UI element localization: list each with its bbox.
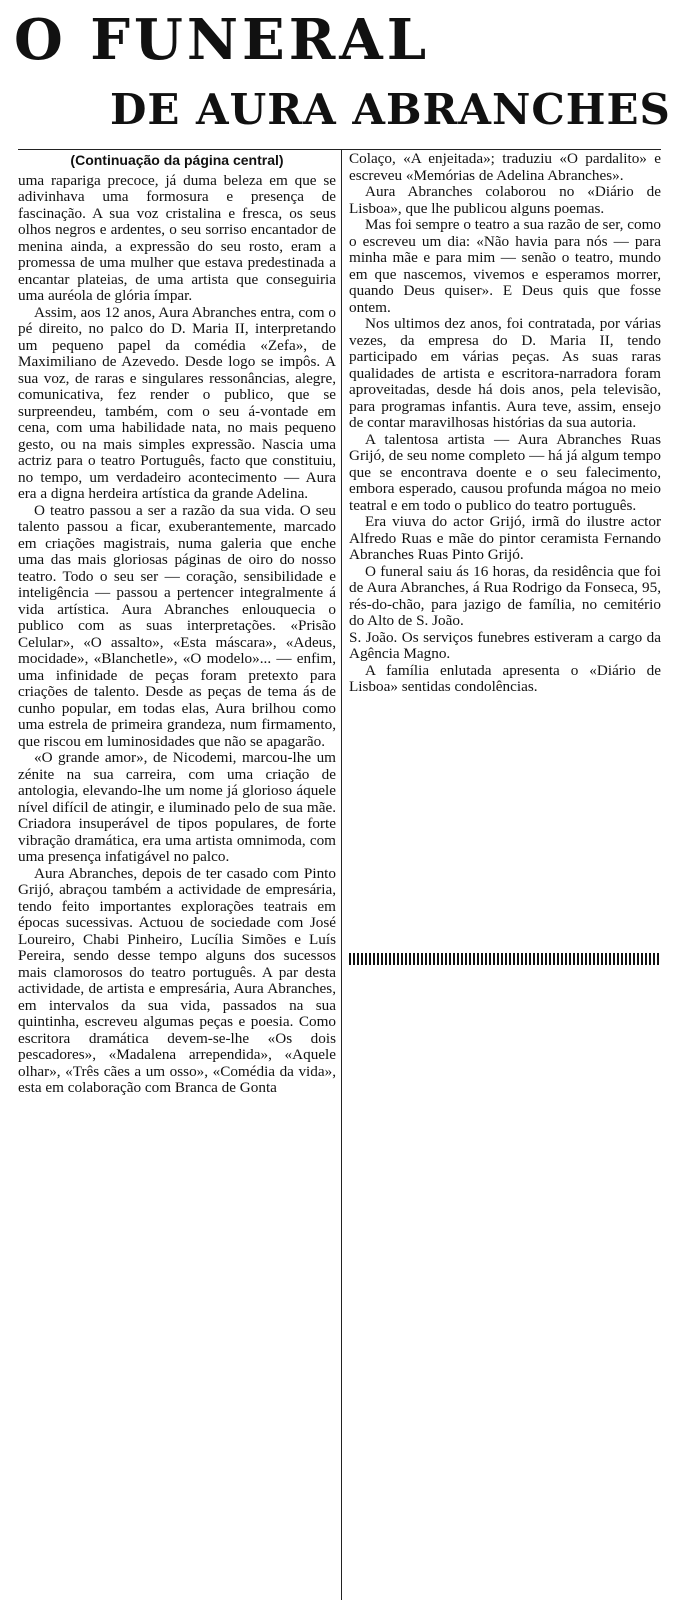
article-column-right bbox=[349, 151, 661, 696]
article-paragraph: S. João. Os serviços funebres estiveram a cargo da Agência Magno. bbox=[349, 628, 661, 662]
article-paragraph: Era viuva do actor Grijó, irmã do ilustre actor Alfredo Ruas e mãe do pintor ceramista Fernando Abranches Ruas Pinto Grijó. bbox=[349, 513, 661, 563]
article-column-left bbox=[18, 152, 336, 1097]
article-paragraph: Aura Abranches colaborou no «Diário de Lisboa», que lhe publicou alguns poemas. bbox=[349, 183, 661, 217]
article-paragraph: Assim, aos 12 anos, Aura Abranches entra, com o pé direito, no palco do D. Maria II, interpretando um pequeno papel da comédia «Zefa», de Maximiliano de Azevedo. Desde logo se impôs. A sua voz, de raras e singulares ressonâncias, alegre, comunicativa, fez render o publico, que se surpreendeu, também, com o seu á-vontade em cena, com uma habilidade nata, no mais pequeno gesto, ou na mais simples expressão. Nascia uma actriz para o teatro Português, facto que constituiu, no tempo, um verdadeiro acontecimento — Aura era a digna herdeira artística da grande Adelina. bbox=[18, 303, 336, 502]
article-paragraph: uma rapariga precoce, já duma beleza em que se adivinhava uma formosura e presença de fascinação. A sua voz cristalina e fresca, os seus olhos negros e ardentes, o seu sorriso encantador de menina ainda, a expressão do seu rosto, eram a promessa de uma mulher que estava predestinada a encantar plateias, de uma artista que conseguiria uma auréola de glória ímpar. bbox=[18, 171, 336, 304]
article-paragraph: A talentosa artista — Aura Abranches Ruas Grijó, de seu nome completo — há já algum tempo que se encontrava doente e o seu falecimento, embora esperado, causou profunda mágoa no meio teatral e em todo o publico do teatro português. bbox=[349, 430, 661, 514]
article-paragraph: Nos ultimos dez anos, foi contratada, por várias vezes, da empresa do D. Maria II, tendo participado em várias peças. As suas raras qualidades de artista e escritora-narradora foram aproveitadas, desde há dois anos, pela televisão, para programas infantis. Aura teve, assim, ensejo de contar maravilhosas histórias da sua autoria. bbox=[349, 315, 661, 431]
article-paragraph: O funeral saiu ás 16 horas, da residência que foi de Aura Abranches, á Rua Rodrigo da Fonseca, 95, rés-do-chão, para jazigo de família, no cemitério do Alto de S. João. bbox=[349, 562, 661, 629]
article-paragraph: O teatro passou a ser a razão da sua vida. O seu talento passou a ficar, exuberantemente, marcado em criações magistrais, numa galeria que enche uma das mais gloriosas páginas de oiro do nosso teatro. Todo o seu ser — coração, sensibilidade e inteligência — passou a pertencer integralmente á vida artística. Aura Abranches enlouquecia o publico com as suas interpretações. «Prisão Celular», «O assalto», «Esta máscara», «Adeus, mocidade», «Blanchetle», «O modelo»... — enfim, uma infinidade de peças foram pretexto para criações de talento. Desde as peças de tema ás de cunho popular, em todas elas, Aura brilhou como uma estrela de primeira grandeza, num firmamento, que riscou em luminosidades que não se apagarão. bbox=[18, 501, 336, 750]
article-end-mark bbox=[349, 953, 661, 965]
article-paragraph: Aura Abranches, depois de ter casado com Pinto Grijó, abraçou também a actividade de empresária, tendo feito importantes explorações teatrais em épocas sucessivas. Actuou de sociedade com José Loureiro, Chabi Pinheiro, Lucília Simões e Luís Pereira, sendo desse tempo alguns dos sucessos mais clamorosos do teatro português. A par desta actividade, de artista e empresária, Aura Abranches, em intervalos da sua vida, passados na sua quintinha, escreveu algumas peças e poesia. Como escritora dramática devem-se-lhe «Os dois pescadores», «Madalena arrependida», «Aquele olhar», «Três cães a um osso», «Comédia da vida», esta em colaboração com Branca de Gonta bbox=[18, 864, 336, 1096]
headline-line-1: O FUNERAL bbox=[14, 7, 431, 73]
article-paragraph: Mas foi sempre o teatro a sua razão de ser, como o escreveu um dia: «Não havia para nós — para minha mãe e para mim — senão o teatro, mundo em que nascemos, vivemos e esperamos morrer, quando Deus quiser». E Deus quis que fosse ontem. bbox=[349, 216, 661, 316]
article-paragraph: A família enlutada apresenta o «Diário de Lisboa» sentidas condolências. bbox=[349, 661, 661, 695]
column-divider bbox=[341, 150, 342, 1600]
headline-line-2: DE AURA ABRANCHES bbox=[110, 85, 671, 134]
continuation-note: (Continuação da página central) bbox=[70, 152, 284, 168]
article-paragraph: «O grande amor», de Nicodemi, marcou-lhe um zénite na sua carreira, com uma criação de antologia, elevando-lhe um nome já glorioso áquele nível difícil de atingir, e iluminado pelo de sua mãe. Criadora insuperável de tipos populares, de forte vibração dramática, era uma artista omnimoda, com uma presença infatigável no palco. bbox=[18, 749, 336, 865]
article-paragraph: Colaço, «A enjeitada»; traduziu «O pardalito» e escreveu «Memórias de Adelina Abranches». bbox=[349, 150, 661, 184]
